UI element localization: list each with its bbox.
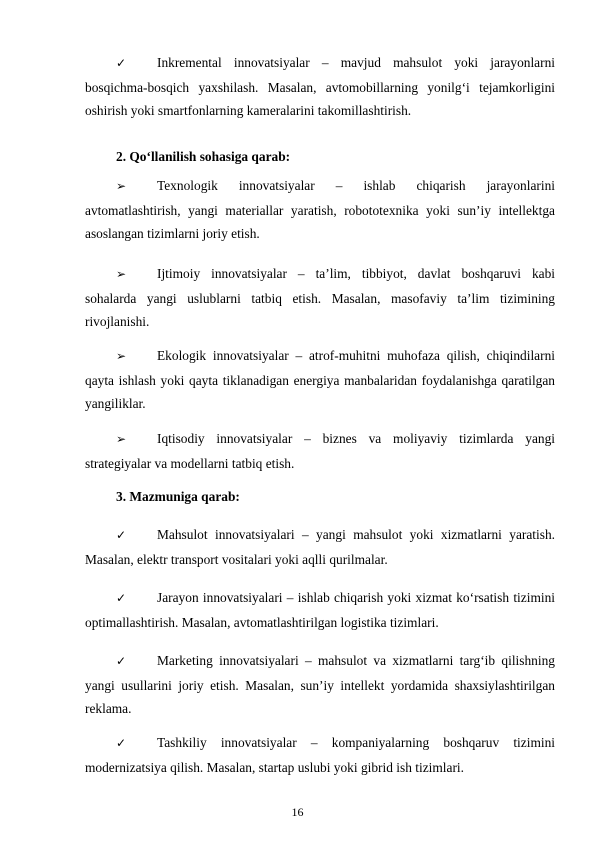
checkmark-icon: ✓	[116, 736, 127, 750]
list-item-social	[85, 262, 555, 334]
checkmark-icon: ✓	[116, 654, 127, 668]
arrow-bullet-icon: ➢	[116, 179, 127, 193]
section-heading-application: 2. Qo‘llanilish sohasiga qarab:	[116, 149, 291, 164]
list-item-ecological	[85, 344, 555, 416]
checkmark-icon: ✓	[116, 56, 127, 70]
checkmark-icon: ✓	[116, 528, 127, 542]
list-item-marketing	[85, 649, 555, 721]
checkmark-icon: ✓	[116, 591, 127, 605]
list-item-text: Iqtisodiy innovatsiyalar – biznes va moliyaviy tizimlarda yangi strategiyalar va modellarni tatbiq etish.	[85, 431, 555, 471]
list-item-organizational	[85, 731, 555, 779]
page-number: 16	[291, 805, 304, 819]
list-item-economic	[85, 427, 555, 475]
list-item-incremental	[85, 51, 555, 123]
arrow-bullet-icon: ➢	[116, 349, 127, 363]
list-item-text: Marketing innovatsiyalari – mahsulot va xizmatlarni targ‘ib qilishning yangi usullarini joriy etish. Masalan, sun’iy intellekt yordamida shaxsiylashtirilgan reklama.	[85, 653, 555, 717]
list-item-text: Tashkiliy innovatsiyalar – kompaniyalarning boshqaruv tizimini modernizatsiya qilish. Masalan, startap uslubi yoki gibrid ish tizimlari.	[85, 735, 555, 775]
list-item-text: Ijtimoiy innovatsiyalar – ta’lim, tibbiyot, davlat boshqaruvi kabi sohalarda yangi uslublarni tatbiq etish. Masalan, masofaviy ta’lim tizimining rivojlanishi.	[85, 266, 555, 330]
list-item-text: Ekologik innovatsiyalar – atrof-muhitni muhofaza qilish, chiqindilarni qayta ishlash yoki qayta tiklanadigan energiya manbalaridan foydalanishga qaratilgan yangiliklar.	[85, 348, 555, 412]
list-item-product	[85, 523, 555, 571]
list-item-process	[85, 586, 555, 634]
arrow-bullet-icon: ➢	[116, 267, 127, 281]
list-item-technological	[85, 174, 555, 246]
list-item-text: Texnologik innovatsiyalar – ishlab chiqarish jarayonlarini avtomatlashtirish, yangi materiallar yaratish, robototexnika yoki sun’iy intellektga asoslangan tizimlarni joriy etish.	[85, 178, 555, 242]
section-heading-content: 3. Mazmuniga qarab:	[116, 489, 240, 504]
list-item-text: Jarayon innovatsiyalari – ishlab chiqarish yoki xizmat ko‘rsatish tizimini optimallashtirish. Masalan, avtomatlashtirilgan logistika tizimlari.	[85, 590, 555, 630]
arrow-bullet-icon: ➢	[116, 432, 127, 446]
list-item-text: Inkremental innovatsiyalar – mavjud mahsulot yoki jarayonlarni bosqichma-bosqich yaxshilash. Masalan, avtomobillarning yonilg‘i tejamkorligini oshirish yoki smartfonlarning kameralarini takomillashtirish.	[85, 55, 555, 119]
list-item-text: Mahsulot innovatsiyalari – yangi mahsulot yoki xizmatlarni yaratish. Masalan, elektr transport vositalari yoki aqlli qurilmalar.	[85, 527, 555, 567]
